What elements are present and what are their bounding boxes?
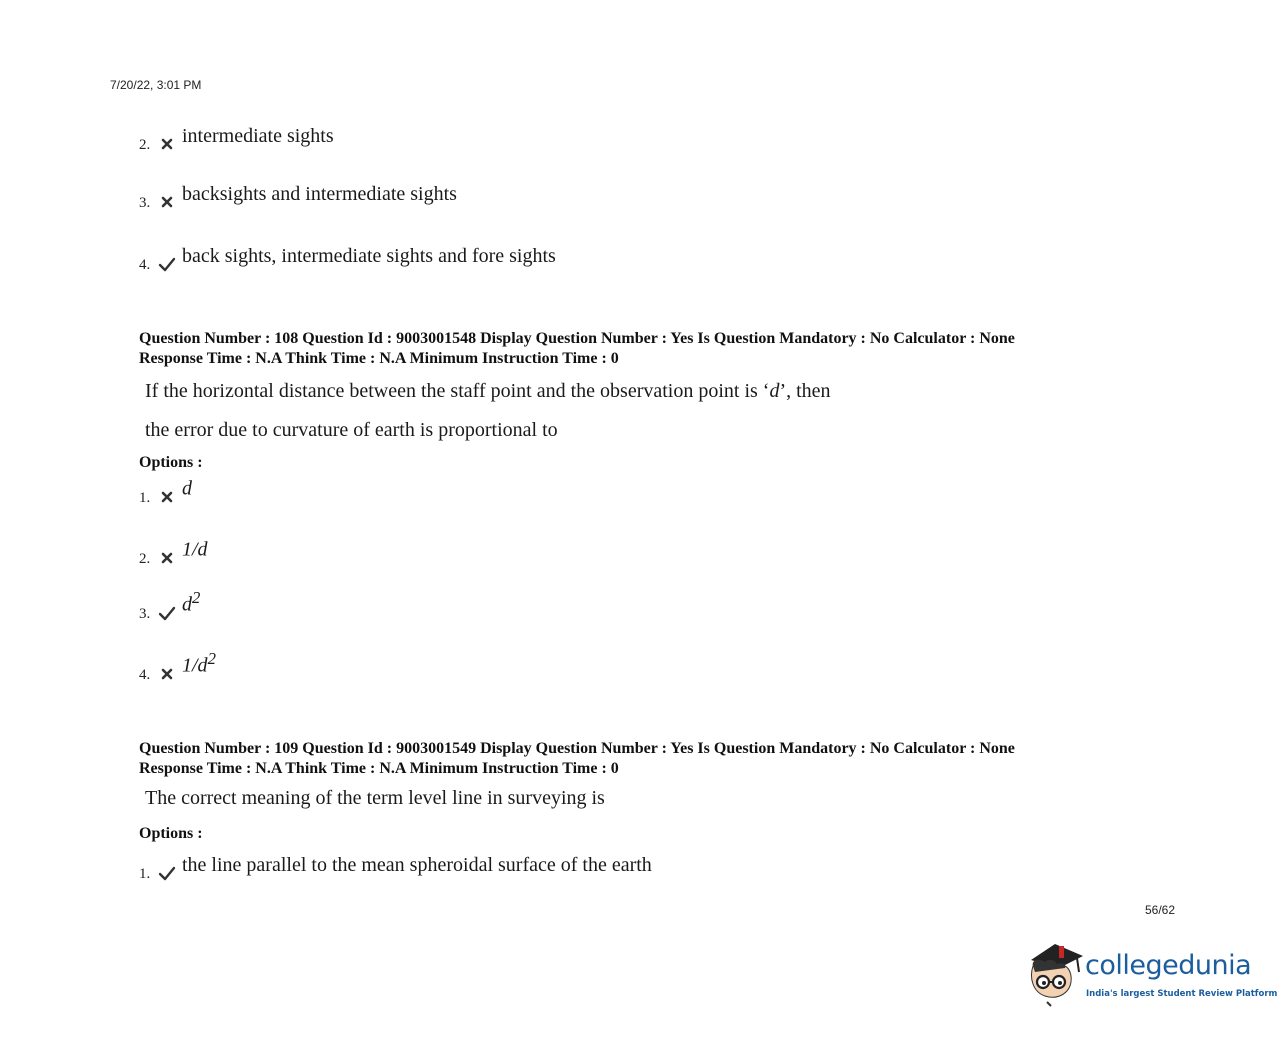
print-timestamp: 7/20/22, 3:01 PM [110, 78, 202, 92]
option-text: backsights and intermediate sights [182, 183, 457, 205]
option-text: the line parallel to the mean spheroidal surface of the earth [182, 854, 652, 876]
option-text [182, 649, 216, 678]
option-number: 2. [139, 551, 151, 567]
option-math: d [182, 478, 192, 500]
option-math: 1/d [182, 655, 208, 677]
cross-icon [158, 666, 176, 682]
checkmark-icon [158, 605, 176, 621]
question-meta-line: Response Time : N.A Think Time : N.A Minimum Instruction Time : 0 [139, 760, 619, 777]
options-label: Options : [139, 825, 203, 842]
mascot-icon [1025, 938, 1087, 1008]
option-number: 2. [139, 137, 151, 153]
cross-icon [158, 489, 176, 505]
cross-icon [158, 136, 176, 152]
checkmark-icon [158, 256, 176, 272]
question-text: The correct meaning of the term level line in surveying is [145, 787, 605, 809]
question-meta-line: Response Time : N.A Think Time : N.A Minimum Instruction Time : 0 [139, 350, 619, 367]
question-text-part: If the horizontal distance between the staff point and the observation point is ‘ [145, 380, 770, 402]
logo-tagline: India's largest Student Review Platform [1086, 989, 1278, 999]
option-text: intermediate sights [182, 125, 334, 147]
option-math: d [182, 594, 192, 616]
question-meta-line: Question Number : 109 Question Id : 9003001549 Display Question Number : Yes Is Question Mandatory : No Calculator : None [139, 740, 1015, 757]
option-exponent: 2 [207, 649, 216, 669]
cross-icon [158, 194, 176, 210]
option-text [182, 472, 192, 501]
logo-brand-text: collegedunia [1085, 950, 1252, 981]
question-text [145, 380, 831, 403]
question-meta [139, 329, 1015, 369]
option-math: 1/d [182, 539, 208, 561]
option-number: 4. [139, 667, 151, 683]
option-text [182, 533, 208, 562]
option-number: 3. [139, 195, 151, 211]
option-text: back sights, intermediate sights and fore sights [182, 245, 556, 267]
cross-icon [158, 550, 176, 566]
question-meta-line: Question Number : 108 Question Id : 9003001548 Display Question Number : Yes Is Question Mandatory : No Calculator : None [139, 330, 1015, 347]
checkmark-icon [158, 865, 176, 881]
option-text [182, 588, 200, 617]
question-variable: d [769, 380, 780, 402]
option-number: 1. [139, 490, 151, 506]
option-number: 3. [139, 606, 151, 622]
option-exponent: 2 [192, 588, 201, 608]
option-number: 1. [139, 866, 151, 882]
question-text: the error due to curvature of earth is proportional to [145, 419, 558, 441]
question-text-part: ’, then [779, 380, 831, 402]
collegedunia-logo [1025, 938, 1278, 1008]
options-label: Options : [139, 454, 203, 471]
page-number: 56/62 [1145, 903, 1176, 917]
question-meta [139, 739, 1015, 779]
option-number: 4. [139, 257, 151, 273]
